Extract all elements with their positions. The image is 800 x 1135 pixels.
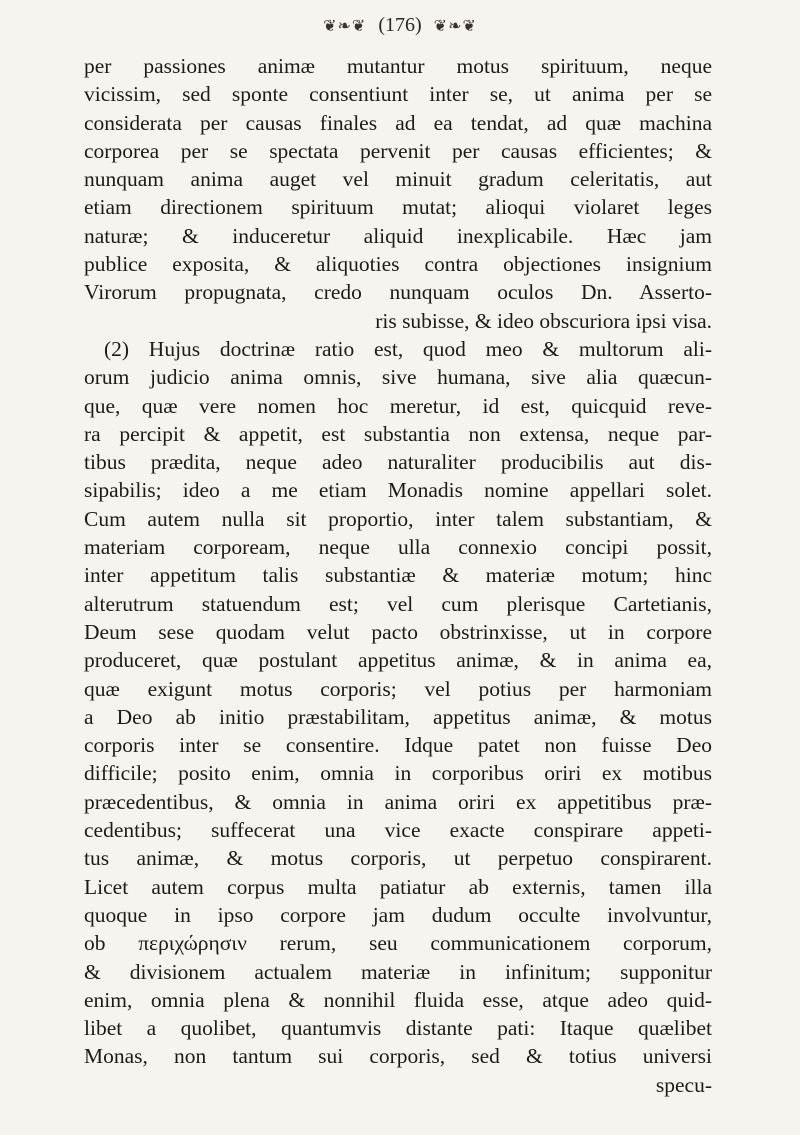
text-line: inter appetitum talis substantiæ & materiæ motum; hinc bbox=[84, 563, 712, 588]
text-line: tus animæ, & motus corporis, ut perpetuo conspirarent. bbox=[84, 846, 712, 871]
text-line: difficile; posito enim, omnia in corporibus oriri ex motibus bbox=[84, 761, 712, 786]
text-line: materiam corpoream, neque ulla connexio concipi possit, bbox=[84, 535, 712, 560]
ornament-right: ❦❧❦ bbox=[433, 17, 477, 35]
text-line: præcedentibus, & omnia in anima oriri ex appetitibus præ- bbox=[84, 789, 712, 814]
text-line: ris subisse, & ideo obscuriora ipsi visa. bbox=[375, 308, 712, 333]
text-line: & divisionem actualem materiæ in infinitum; supponitur bbox=[84, 959, 712, 984]
text-line: Deum sese quodam velut pacto obstrinxisse, ut in corpore bbox=[84, 619, 712, 644]
text-line: tibus prædita, neque adeo naturaliter producibilis aut dis- bbox=[84, 450, 712, 475]
text-line: Monas, non tantum sui corporis, sed & totius universi bbox=[84, 1044, 712, 1069]
text-line: publice exposita, & aliquoties contra objectiones insignium bbox=[84, 252, 712, 277]
text-line: ra percipit & appetit, est substantia non extensa, neque par- bbox=[84, 421, 712, 446]
text-line: nunquam anima auget vel minuit gradum celeritatis, aut bbox=[84, 167, 712, 192]
text-line: que, quæ vere nomen hoc meretur, id est, quicquid reve- bbox=[84, 393, 712, 418]
ornament-left: ❦❧❦ bbox=[323, 17, 367, 35]
page-number: (176) bbox=[378, 14, 422, 36]
text-line: alterutrum statuendum est; vel cum plerisque Cartetianis, bbox=[84, 591, 712, 616]
text-line: quæ exigunt motus corporis; vel potius per harmoniam bbox=[84, 676, 712, 701]
text-line: naturæ; & induceretur aliquid inexplicabile. Hæc jam bbox=[84, 223, 712, 248]
text-line: a Deo ab initio præstabilitam, appetitus animæ, & motus bbox=[84, 704, 712, 729]
text-line: sipabilis; ideo a me etiam Monadis nomine appellari solet. bbox=[84, 478, 712, 503]
text-line: enim, omnia plena & nonnihil fluida esse, atque adeo quid- bbox=[84, 987, 712, 1012]
text-line: cedentibus; suffecerat una vice exacte conspirare appeti- bbox=[84, 818, 712, 843]
text-line: corporis inter se consentire. Idque patet non fuisse Deo bbox=[84, 733, 712, 758]
page-header bbox=[0, 14, 800, 37]
text-line: per passiones animæ mutantur motus spirituum, neque bbox=[84, 54, 712, 78]
text-line: libet a quolibet, quantumvis distante pati: Itaque quælibet bbox=[84, 1016, 712, 1041]
text-line: Licet autem corpus multa patiatur ab externis, tamen illa bbox=[84, 874, 712, 899]
text-line: ob περιχώρησιν rerum, seu communicationem corporum, bbox=[84, 931, 712, 956]
text-line: Cum autem nulla sit proportio, inter talem substantiam, & bbox=[84, 506, 712, 531]
text-line: (2) Hujus doctrinæ ratio est, quod meo & multorum ali- bbox=[104, 336, 712, 361]
text-line: specu- bbox=[655, 1072, 712, 1097]
text-line: Virorum propugnata, credo nunquam oculos Dn. Asserto- bbox=[84, 280, 712, 305]
body-text bbox=[84, 52, 712, 1099]
text-line: considerata per causas finales ad ea tendat, ad quæ machina bbox=[84, 110, 712, 135]
text-line: orum judicio anima omnis, sive humana, sive alia quæcun- bbox=[84, 365, 712, 390]
text-line: corporea per se spectata pervenit per causas efficientes; & bbox=[84, 138, 712, 163]
text-line: vicissim, sed sponte consentiunt inter se, ut anima per se bbox=[84, 82, 712, 107]
text-line: etiam directionem spirituum mutat; alioqui violaret leges bbox=[84, 195, 712, 220]
text-line: quoque in ipso corpore jam dudum occulte involvuntur, bbox=[84, 902, 712, 927]
text-line: produceret, quæ postulant appetitus animæ, & in anima ea, bbox=[84, 648, 712, 673]
